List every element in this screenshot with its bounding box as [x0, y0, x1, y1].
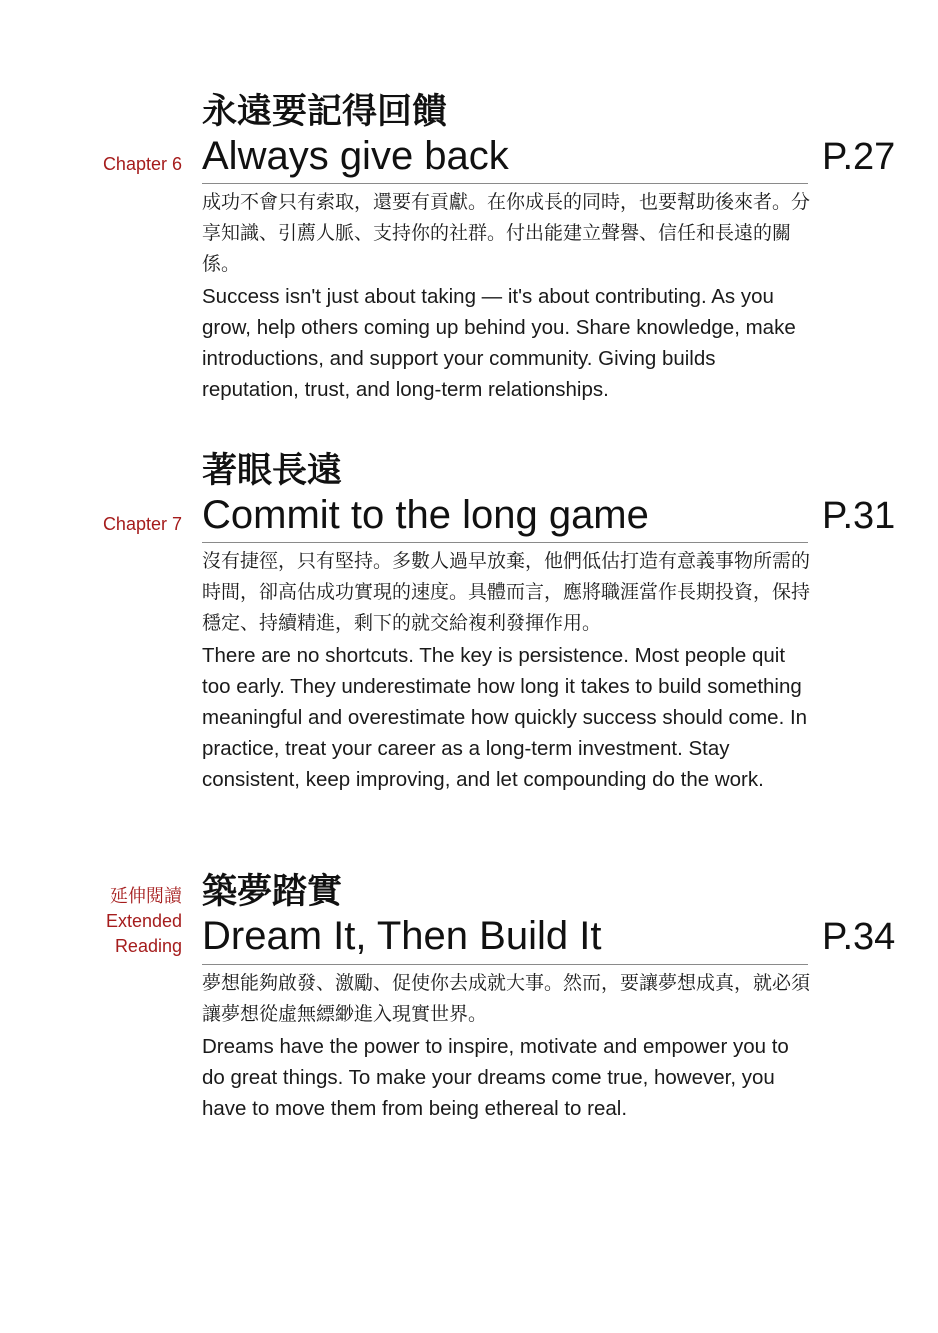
chapter-label: [103, 152, 182, 177]
entry-summary-english: Success isn't just about taking — it's about contributing. As you grow, help others coming up behind you. Share knowledge, make introductions, and support your community. Giving builds reputation, trust, and long-term relationships.: [202, 285, 796, 401]
entry-summary-chinese: 夢想能夠啟發、激勵、促使你去成就大事。然而，要讓夢想成真，就必須讓夢想從虛無縹緲進入現實世界。: [202, 972, 811, 1025]
page-number: P.31: [822, 495, 896, 537]
entry-title-english: Dream It, Then Build It: [202, 914, 602, 958]
chapter-label-line: Reading: [114, 936, 182, 956]
entry-title-english: Always give back: [202, 134, 509, 178]
entry-summary-english: There are no shortcuts. The key is persistence. Most people quit too early. They underestimate how long it takes to build something meaningful and overestimate how quickly success should come. In practice, treat your career as a long-term investment. Stay consistent, keep improving, and let compounding do the work.: [202, 644, 808, 791]
divider-rule: [202, 964, 808, 965]
chapter-label-line: Chapter 7: [102, 514, 182, 534]
entry-summary-chinese: 成功不會只有索取，還要有貢獻。在你成長的同時，也要幫助後來者。分享知識、引薦人脈、支持你的社群。付出能建立聲譽、信任和長遠的關係。: [202, 191, 811, 275]
chapter-label: [103, 512, 182, 537]
chapter-label-line: Extended: [105, 911, 182, 931]
divider-rule: [202, 542, 808, 543]
entry-title-english: Commit to the long game: [202, 493, 649, 537]
entry-title-chinese: 永遠要記得回饋: [202, 92, 448, 132]
chapter-label-line: 延伸閱讀: [110, 886, 182, 906]
entry-title-chinese: 築夢踏實: [202, 872, 343, 912]
page-number: P.27: [822, 136, 896, 178]
extended-reading-label: [106, 884, 182, 959]
chapter-label-line: Chapter 6: [102, 154, 182, 174]
entry-title-chinese: 著眼長遠: [202, 451, 343, 491]
divider-rule: [202, 183, 808, 184]
page-number: P.34: [822, 916, 896, 958]
entry-summary-chinese: 沒有捷徑，只有堅持。多數人過早放棄，他們低估打造有意義事物所需的時間，卻高估成功實現的速度。具體而言，應將職涯當作長期投資，保持穩定、持續精進，剩下的就交給複利發揮作用。: [202, 550, 811, 634]
entry-summary-english: Dreams have the power to inspire, motivate and empower you to do great things. To make your dreams come true, however, you have to move them from being ethereal to real.: [202, 1035, 789, 1120]
